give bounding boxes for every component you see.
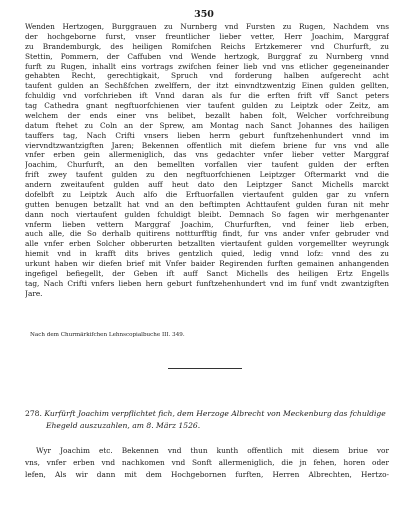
page-number: 350 bbox=[194, 9, 214, 20]
document-number: 278. bbox=[25, 409, 42, 418]
text-line: auch alle, die So derhalb quitirens nottturfftig findt, fur vns ander vnfer gebruder vnd bbox=[25, 229, 389, 239]
text-line: der hochgeborne furst, vnser freuntlicher lieber vetter, Herr Joachim, Marggraf bbox=[25, 31, 389, 41]
text-line: Joachim, Churfurft, an den bemellten vorfallen vier taufent gulden der erften bbox=[25, 160, 389, 170]
text-line: vnferm lieben vettern Marggraf Joachim, Churfurften, vnd feiner lieb erben, bbox=[25, 219, 389, 229]
text-line: frift zwey taufent gulden zu den negftuorfchienen Leiptzger Oftermarkt vnd die bbox=[25, 170, 389, 180]
text-line: vns, vnfer erben vnd nachkomen vnd Sonft allermeniglich, die jn fehen, horen oder bbox=[25, 458, 389, 467]
second-document-text bbox=[25, 445, 389, 481]
text-line: viervndtzwantzigften Jaren; Bekennen offentlich mit diefem briene fur vns vnd alle bbox=[25, 140, 389, 150]
text-line: zu Brandemburgk, des heiligen Romifchen Reichs Ertzkemerer vnd Churfurft, zu bbox=[25, 41, 389, 51]
text-line: lefen, Als wir dann mit dem Hochgebornen furften, Herren Albrechten, Hertzo- bbox=[25, 470, 389, 479]
text-line: fchuldig vnd vorfchrieben ift Vnnd daran als fur die erften frift vff Sanct peters bbox=[25, 91, 389, 101]
source-note: Nach dem Churmärkifchen Lehnscopialbuche III. 349. bbox=[30, 332, 185, 338]
text-line: furft zu Rugen, inhallt eins vortrags zwifchen feiner lieb vnd vns etlicher gegeneinander bbox=[25, 61, 389, 71]
text-line: datum ftehet zu Coln an der Sprew, am Montag nach Sanct Johannes des hailigen bbox=[25, 120, 389, 130]
section-divider bbox=[168, 368, 242, 369]
text-line: vnfer erben gein allermeniglich, das vns gedachter vnfer lieber vetter Marggraf bbox=[25, 150, 389, 160]
heading-line-2: Ehegeld auszuzahlen, am 8. März 1526. bbox=[46, 420, 201, 430]
text-line: andern zweitaufent gulden auff heut dato den Leiptzger Sanct Michells marckt bbox=[25, 180, 389, 189]
text-line: Jare. bbox=[25, 288, 43, 298]
text-line: hiemit vnd in krafft dits brives gentzlich quied, ledig vnnd lofz: vnnd des zu bbox=[25, 249, 389, 259]
text-line: Wenden Hertzogen, Burggrauen zu Nurnberg vnd Fursten zu Rugen, Nachdem vns bbox=[25, 22, 389, 31]
heading-line-1 bbox=[25, 408, 389, 420]
heading-text-1: Kurfürft Joachim verpflichtet fich, dem Herzoge Albrecht von Meckenburg das fchuldige bbox=[44, 409, 386, 418]
text-line: gutten benugen betzallt hat vnd an den beftimpten Achttaufent gulden furan nit mehr bbox=[25, 199, 389, 209]
main-text bbox=[25, 22, 389, 299]
text-line: Stettin, Pommern, der Caffuben vnd Wende hertzogk, Burggraf zu Nurnberg vnnd bbox=[25, 51, 389, 61]
text-line: alle vnfer erben Solcher obberurten betzallten viertaufent gulden vorgemellter weyrungk bbox=[25, 239, 389, 249]
text-line: ingefigel befiegellt, der Geben ift auff Sanct Michells des heiligen Ertz Engells bbox=[25, 268, 389, 278]
text-line: tauffers tag, Nach Crifti vnsers lieben herrn geburt funftzehenhundert vnnd im bbox=[25, 130, 389, 140]
text-line: dofelbft zu Leiptzk Auch alfo die Erftuorfallen viertaufent gulden gar zu vnfern bbox=[25, 189, 389, 199]
text-line: gehabten Recht, gerechtigkait, Spruch vnd forderung halben aufgerecht acht bbox=[25, 71, 389, 81]
text-line: dann noch viertaufent gulden fchuldigt bleibt. Demnach So fagen wir merhgenanter bbox=[25, 209, 389, 219]
text-line: tag Cathedra gnant negftuorfchienen vier taufent gulden zu Leiptzk oder Zeitz, am bbox=[25, 101, 389, 110]
text-line: tag, Nach Crifti vnfers lieben hern geburt funftzehenhundert vnd im funf vndt zwantzigften bbox=[25, 278, 389, 288]
text-line: Wyr Joachim etc. Bekennen vnd thun kunth offentlich mit diesem briue vor bbox=[36, 446, 389, 455]
text-line: taufent gulden an Sechßfchen zwelffern, der itzt einvndtzwentzig Einen gulden gellten, bbox=[25, 81, 389, 91]
text-line: welchem der ends einer vns belibet, bezallt haben folt, Welcher vorfchreibung bbox=[25, 110, 389, 120]
text-line: urkunt haben wir diefen brief mit Vnfer baider Regirenden furften gemainen anhangenden bbox=[25, 259, 389, 268]
document-heading bbox=[25, 408, 389, 432]
